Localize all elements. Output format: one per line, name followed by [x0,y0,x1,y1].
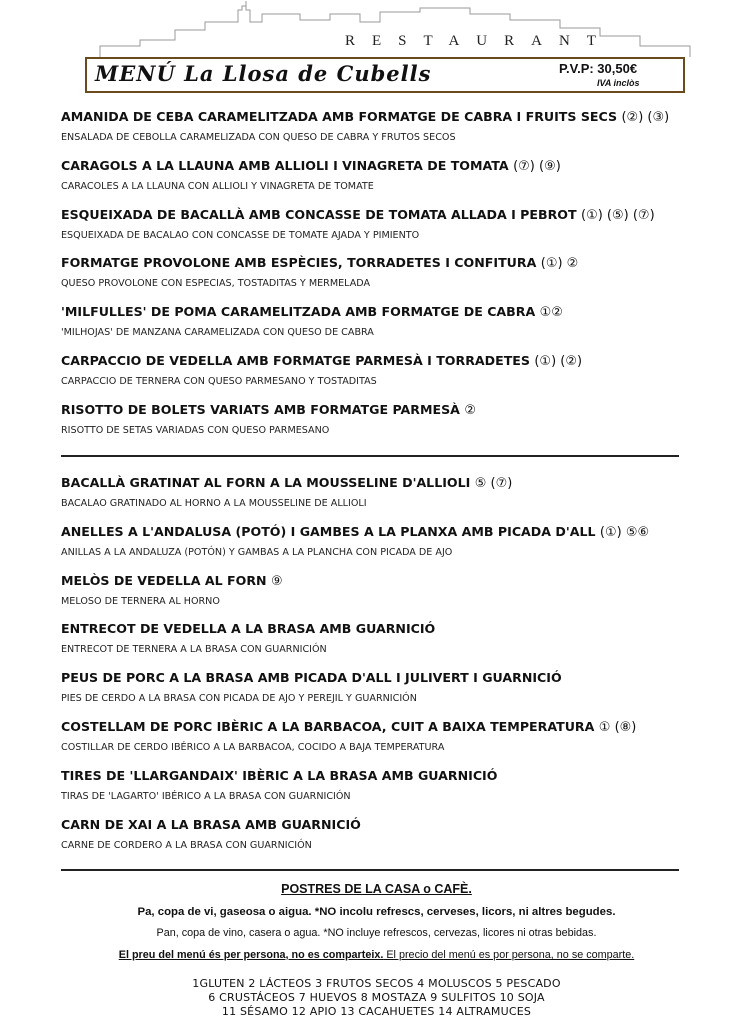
dish-item [61,252,721,301]
dish-allergens: ⑤ (⑦) [474,476,513,491]
dish-item [61,399,721,448]
dish-name-es: BACALAO GRATINADO AL HORNO A LA MOUSSELINE DE ALLIOLI [61,498,367,509]
dish-allergens: ① (⑧) [598,719,637,735]
dish-item [61,301,721,350]
menu-title-box [85,57,685,93]
allergen-legend-line: 1GLUTEN 2 LÁCTEOS 3 FRUTOS SECOS 4 MOLUSCOS 5 PESCADO [192,977,561,990]
dish-name-es: 'MILHOJAS' DE MANZANA CARAMELIZADA CON QUESO DE CABRA [61,327,374,339]
dish-item [61,155,721,204]
dish-name-ca: CARPACCIO DE VEDELLA AMB FORMATGE PARMESÀ I TORRADETES [61,352,530,368]
dish-name-es: RISOTTO DE SETAS VARIADAS CON QUESO PARMESANO [61,424,330,436]
section-divider [61,455,679,457]
restaurant-wordmark: RESTAURANT [345,33,613,49]
dish-name-ca: RISOTTO DE BOLETS VARIATS AMB FORMATGE PARMESÀ [61,401,460,417]
dish-name-ca: ANELLES A L'ANDALUSA (POTÓ) I GAMBES A LA PLANXA AMB PICADA D'ALL [61,523,596,539]
dish-name-es: ANILLAS A LA ANDALUZA (POTÓN) Y GAMBAS A LA PLANCHA CON PICADA DE AJO [61,546,453,558]
dish-allergens: (①) (②) [534,353,583,369]
dish-name-ca: CARN DE XAI A LA BRASA AMB GUARNICIÓ [61,816,361,832]
allergen-legend-line: 11 SÉSAMO 12 APIO 13 CACAHUETES 14 ALTRAMUCES [221,1005,532,1018]
dish-item [61,106,721,155]
dish-allergens: ①② [539,305,563,321]
dish-item [61,204,721,253]
dish-name-ca: AMANIDA DE CEBA CARAMELITZADA AMB FORMATGE DE CABRA I FRUITS SECS [61,109,618,124]
dish-allergens: (①) ② [540,256,579,272]
dish-name-es: ENTRECOT DE TERNERA A LA BRASA CON GUARNICIÓN [61,644,327,656]
price-note-ca: El preu del menú és per persona, no es comparteix. [118,949,384,961]
dish-allergens: (①) ⑤⑥ [599,524,650,540]
dish-name-ca: MELÒS DE VEDELLA AL FORN [61,572,267,588]
dish-item [61,521,721,570]
mains-list [61,472,721,862]
dish-name-ca: CARAGOLS A LA LLAUNA AMB ALLIOLI I VINAGRETA DE TOMATA [61,157,509,173]
village-skyline-drawing [0,0,753,60]
dish-item [61,618,721,667]
menu-title: MENÚ La Llosa de Cubells [95,61,432,86]
dish-item [61,667,721,716]
dish-allergens: ⑨ [271,573,283,589]
iva-note: IVA inclòs [597,78,640,88]
dish-name-ca: ESQUEIXADA DE BACALLÀ AMB CONCASSE DE TOMATA ALLADA I PEBROT [61,206,577,222]
dish-name-ca: COSTELLAM DE PORC IBÈRIC A LA BARBACOA, CUIT A BAIXA TEMPERATURA [61,718,595,734]
dish-name-es: CARACOLES A LA LLAUNA CON ALLIOLI Y VINAGRETA DE TOMATE [61,180,374,192]
section-divider [61,869,679,871]
dish-name-ca: TIRES DE 'LLARGANDAIX' IBÈRIC A LA BRASA AMB GUARNICIÓ [61,767,498,783]
dish-name-ca: FORMATGE PROVOLONE AMB ESPÈCIES, TORRADETES I CONFITURA [61,255,537,271]
price-note-es: El precio del menú es por persona, no se comparte. [383,949,635,961]
dish-name-es: ESQUEIXADA DE BACALAO CON CONCASSE DE TOMATE AJADA Y PIMIENTO [61,229,420,241]
dish-name-es: QUESO PROVOLONE CON ESPECIAS, TOSTADITAS Y MERMELADA [61,278,371,290]
dish-item [61,765,721,814]
dish-name-es: ENSALADA DE CEBOLLA CARAMELIZADA CON QUESO DE CABRA Y FRUTOS SECOS [61,132,456,143]
dish-name-es: PIES DE CERDO A LA BRASA CON PICADA DE AJO Y PEREJIL Y GUARNICIÓN [61,693,417,705]
dish-name-ca: PEUS DE PORC A LA BRASA AMB PICADA D'ALL I JULIVERT I GUARNICIÓ [61,670,562,686]
dish-name-es: COSTILLAR DE CERDO IBÉRICO A LA BARBACOA, COCIDO A BAJA TEMPERATURA [61,741,445,753]
dish-item [61,570,721,619]
dish-allergens: (⑦) (⑨) [513,158,561,174]
dish-item [61,350,721,399]
price-note [0,949,753,961]
dish-allergens: (①) (⑤) (⑦) [581,207,655,223]
menu-price: P.V.P: 30,50€ [559,61,638,76]
includes-note-ca: Pa, copa de vi, gaseosa o aigua. *NO incolu refrescs, cerveses, licors, ni altres begudes. [137,906,616,918]
dish-name-ca: BACALLÀ GRATINAT AL FORN A LA MOUSSELINE D'ALLIOLI [61,475,471,490]
dish-item [61,716,721,765]
dish-name-ca: 'MILFULLES' DE POMA CARAMELITZADA AMB FORMATGE DE CABRA [61,304,536,320]
allergen-legend-line: 6 CRUSTÁCEOS 7 HUEVOS 8 MOSTAZA 9 SULFITOS 10 SOJA [208,991,545,1004]
dish-allergens: (②) (③) [621,110,670,125]
desserts-title: POSTRES DE LA CASA o CAFÈ. [281,882,472,896]
includes-note-es: Pan, copa de vino, casera o agua. *NO incluye refrescos, cervezas, licores ni otras bebidas. [156,927,597,939]
dish-item [61,472,721,521]
starters-list [61,106,721,448]
dish-item [61,814,721,863]
dish-name-es: CARPACCIO DE TERNERA CON QUESO PARMESANO Y TOSTADITAS [61,375,377,387]
dish-name-es: MELOSO DE TERNERA AL HORNO [61,595,220,607]
dish-name-es: TIRAS DE 'LAGARTO' IBÉRICO A LA BRASA CON GUARNICIÓN [61,790,351,802]
dish-allergens: ② [464,402,476,418]
dish-name-ca: ENTRECOT DE VEDELLA A LA BRASA AMB GUARNICIÓ [61,621,436,637]
dish-name-es: CARNE DE CORDERO A LA BRASA CON GUARNICIÓN [61,839,312,851]
